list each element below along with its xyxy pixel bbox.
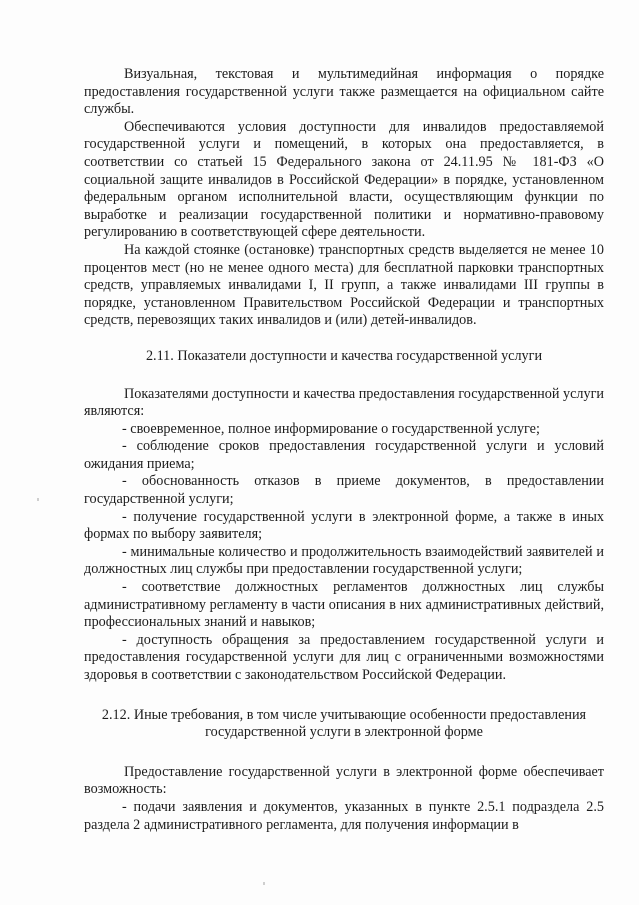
list-item: - подачи заявления и документов, указанных в пункте 2.5.1 подраздела 2.5 раздела 2 административного регламента, для получения информации в	[84, 798, 604, 833]
paragraph: Визуальная, текстовая и мультимедийная информация о порядке предоставления государственной услуги также размещается на официальном сайте службы.	[84, 66, 604, 118]
paragraph: На каждой стоянке (остановке) транспортных средств выделяется не менее 10 процентов мест (но не менее одного места) для бесплатной парковки транспортных средств, управляемых инвалидами I, II групп, а также инвалидами III группы в порядке, установленном Правительством Российской Федерации и транспортных средств, перевозящих таких инвалидов и (или) детей-инвалидов.	[84, 241, 604, 329]
list-item: - минимальные количество и продолжительность взаимодействий заявителей и должностных лиц службы при предоставлении государственной услуги;	[84, 543, 604, 578]
list-item: - получение государственной услуги в электронной форме, а также в иных формах по выбору заявителя;	[84, 508, 604, 543]
section-heading-2-12	[84, 707, 604, 742]
heading-line: 2.12. Иные требования, в том числе учитывающие особенности предоставления	[101, 706, 587, 723]
list-item: - доступность обращения за предоставлением государственной услуги и предоставления государственной услуги для лиц с ограниченными возможностями здоровья в соответствии с законодательством Российской Федерации.	[84, 631, 604, 683]
section-lead: Показателями доступности и качества предоставления государственной услуги являются:	[84, 385, 604, 420]
list-item: - обоснованность отказов в приеме документов, в предоставлении государственной услуги;	[84, 473, 604, 508]
scan-artifact	[37, 498, 39, 501]
document-body	[84, 66, 604, 834]
paragraph: Обеспечиваются условия доступности для инвалидов предоставляемой государственной услуги и помещений, в которых она предоставляется, в соответствии со статьей 15 Федерального закона от 24.11.95 № 181-ФЗ «О социальной защите инвалидов в Российской Федерации» в порядке, установленном федеральным органом исполнительной власти, осуществляющим функции по выработке и реализации государственной политики и нормативно-правовому регулированию в соответствующей сфере деятельности.	[84, 118, 604, 241]
list-item: - соответствие должностных регламентов должностных лиц службы административному регламенту в части описания в них административных действий, профессиональных знаний и навыков;	[84, 579, 604, 631]
scan-artifact	[263, 882, 265, 885]
heading-line: государственной услуги в электронной форме	[205, 724, 483, 741]
section-lead: Предоставление государственной услуги в электронной форме обеспечивает возможность:	[84, 763, 604, 798]
section-heading-2-11: 2.11. Показатели доступности и качества государственной услуги	[145, 347, 543, 364]
list-item: - своевременное, полное информирование о государственной услуге;	[122, 420, 540, 437]
list-item: - соблюдение сроков предоставления государственной услуги и условий ожидания приема;	[84, 438, 604, 472]
